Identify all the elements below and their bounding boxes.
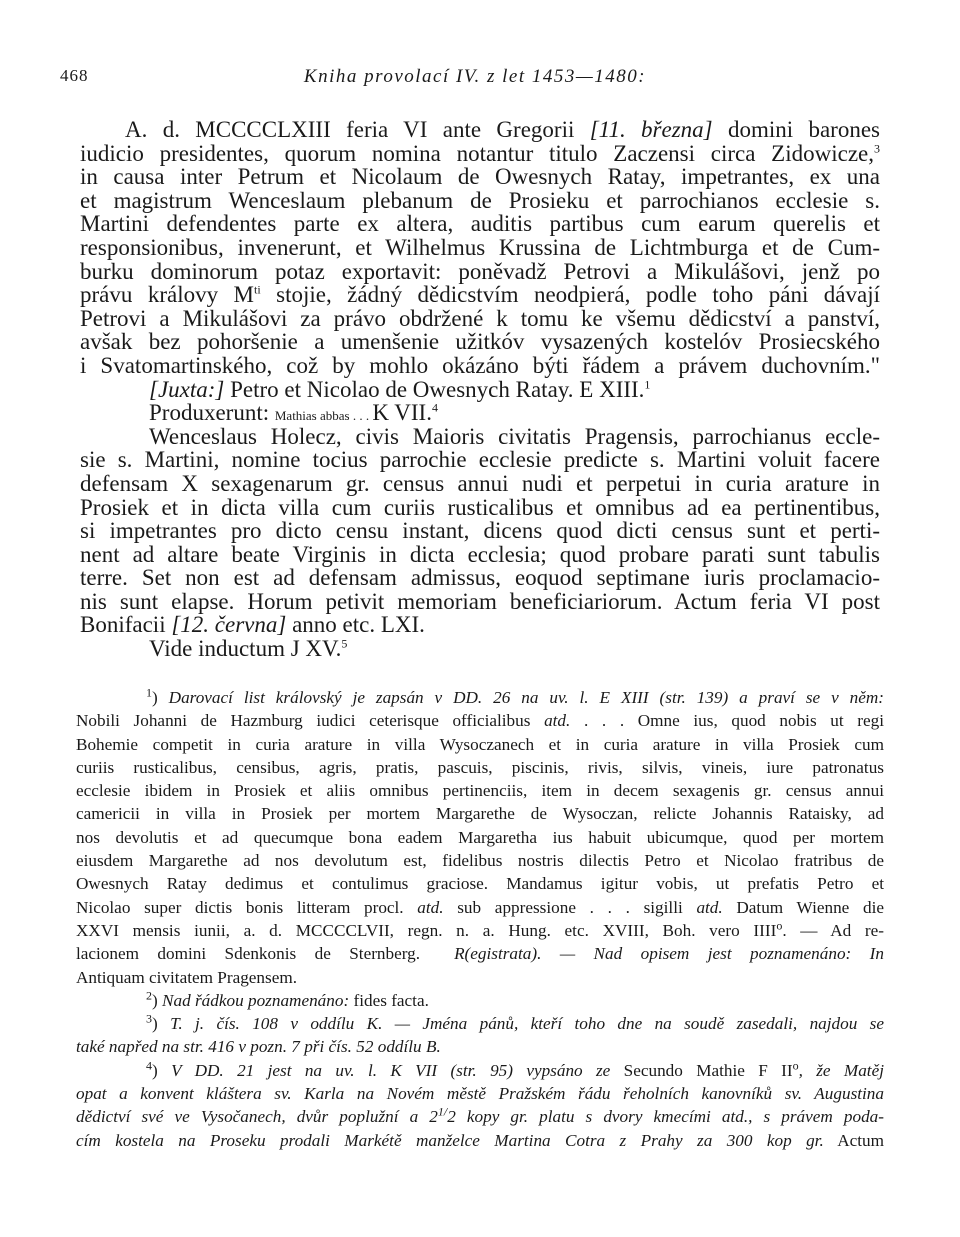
footnotes bbox=[76, 686, 884, 1152]
text-line: iudicio presidentes, quorum nomina notantur titulo Zaczensi circa Zidowicze,$^3$ bbox=[80, 140, 880, 166]
footnote-line: lacionem domini Sdenkonis de Sternberg. R(egistrata). — Nad opisem jest poznamenáno: In bbox=[76, 944, 885, 964]
footnote-line: Bohemie competit in curia arature in villa Wysoczanech et in curia arature in villa Prosiek cum bbox=[76, 734, 884, 754]
footnote-line: eiusdem Margarethe ad nos devolutum est, fidelibus nostris dilectis Petro et Nicolao fratribus de bbox=[76, 851, 884, 871]
footnote-line: také napřed na str. 416 v pozn. 7 při čís. 52 oddílu B. bbox=[76, 1037, 441, 1057]
running-title: Kniha provolací IV. z let 1453—1480: bbox=[303, 66, 647, 87]
text-line: Bonifacii [12. června] anno etc. LXI. bbox=[80, 612, 425, 638]
footnote-line: opat a konvent kláštera sv. Karla na Novém městě Pražském řádu řeholních kanovníků sv. Augustina bbox=[76, 1084, 884, 1104]
text-line: burku dominorum potaz exportavit: poněvadž Petrovi a Mikulášovi, jenž po bbox=[80, 258, 880, 284]
text-line: sie s. Martini, nomine tocius parrochie ecclesie predicte s. Martini voluit facere bbox=[80, 447, 880, 473]
text-line: terre. Set non est ad defensam admissus, eoquod septimane iuris proclamacio- bbox=[80, 565, 880, 591]
footnote-line: XXVI mensis iunii, a. d. MCCCCLVII, regn. n. a. Hung. etc. XVIII, Boh. vero IIII$^o$. — Ad re- bbox=[76, 918, 884, 940]
footnote-line: nos devolutis et ad quecumque bona eadem Margaretha ius habuit ubicumque, quod per mortem bbox=[76, 827, 884, 847]
text-line: právu královy $M^{ti}$ stojie, žádný dědicstvím neodpierá, podle toho páni dávají bbox=[80, 282, 880, 308]
text-line: Petrovi a Mikulášovi za právo obdržené k tomu ke všemu dědicství a panství, bbox=[80, 305, 880, 331]
text-line: A. d. MCCCCLXIII feria VI ante Gregorii [11. března] domini barones bbox=[125, 117, 881, 142]
main-text bbox=[80, 118, 880, 661]
text-line: i Svatomartinského, což by mohlo okázáno býti řádem a právem duchovním." bbox=[80, 352, 880, 378]
footnote-line: cím kostela na Proseku prodali Markétě manželce Martina Cotra z Prahy za 300 kop gr. Actum bbox=[76, 1130, 884, 1150]
text-line: in causa inter Petrum et Nicolaum de Owesnych Ratay, impetrantes, ex una bbox=[80, 164, 880, 190]
footnote-line: camericii in villa in Prosiek per mortem Margarethe de Wysoczan, relicte Johannis Rataisky, ad bbox=[76, 804, 884, 824]
footnote-line: dědictví své ve Vysočanech, dvůr poplužní a $2^{1/}2$ kopy gr. platu s dvory kmecími atd., s právem poda- bbox=[76, 1104, 884, 1127]
text-line: nis sunt elapse. Horum petivit memoriam beneficiariorum. Actum feria VI post bbox=[80, 588, 880, 614]
text-line: responsionibus, invenerunt, et Wilhelmus Krussina de Lichtmburga et de Cum- bbox=[80, 234, 880, 260]
footnote-line: Nicolao super dictis bonis litteram procl. atd. sub appressione . . . sigilli atd. Datum Wienne die bbox=[76, 897, 884, 917]
text-line: Wenceslaus Holecz, civis Maioris civitatis Pragensis, parrochianus eccle- bbox=[149, 423, 880, 449]
page-header bbox=[60, 66, 890, 90]
footnote-line: Nobili Johanni de Hazmburg iudici ceterisque officialibus atd. . . . Omne ius, quod nobis ut regi bbox=[76, 711, 884, 731]
footnote-line: Owesnych Ratay dedimus et contulimus graciose. Mandamus igitur vobis, ut prefatis Petro et bbox=[76, 874, 884, 894]
footnote-line: curiis rusticalibus, censibus, agris, pratis, pascuis, piscinis, rivis, silvis, vineis, iure patronatus bbox=[76, 757, 884, 777]
footnote-line: Antiquam civitatem Pragensem. bbox=[76, 967, 297, 987]
footnote-2: $^2$) Nad řádkou poznamenáno: fides facta. bbox=[146, 988, 429, 1010]
page-number: 468 bbox=[60, 66, 89, 85]
footnote-1: $^1$) Darovací list královský je zapsán v DD. 26 na uv. l. E XIII (str. 139) a praví se v něm: bbox=[146, 685, 885, 707]
text-line: nent ad altare beate Virginis in dicta ecclesia; quod probare parati sunt tabulis bbox=[80, 541, 880, 567]
text-line: si impetrantes pro dicto censu instant, dicens quod dicti census sunt et perti- bbox=[80, 518, 880, 544]
footnote-4: $^4$) V DD. 21 jest na uv. l. K VII (str. 95) vypsáno ze Secundo Mathie F $II^o$, že Matěj bbox=[146, 1058, 884, 1080]
text-line: avšak bez pohoršenie a umenšenie užitkóv vysazených kostelóv Prosiecského bbox=[80, 329, 880, 355]
text-line: Prosiek et in dicta villa cum curiis rusticalibus et omnibus ad ea pertinentibus, bbox=[80, 494, 880, 520]
produxerunt-line: Produxerunt: Mathias abbas . . . K VII.$^4$ bbox=[149, 400, 438, 426]
text-line: et magistrum Wenceslaum plebanum de Prosieku et parrochianos ecclesie s. bbox=[80, 187, 880, 213]
footnote-line: ecclesie ibidem in Prosiek et aliis omnibus pertinenciis, item in decem sexagenis gr. census annui bbox=[76, 781, 884, 801]
juxta-line: [Juxta:] Petro et Nicolao de Owesnych Ratay. E XIII.$^1$ bbox=[149, 376, 651, 402]
text-line: Martini defendentes parte ex altera, auditis partibus cum earum querelis et bbox=[80, 211, 880, 237]
vide-line: Vide inductum J XV.$^5$ bbox=[149, 636, 348, 662]
footnote-3: $^3$) T. j. čís. 108 v oddílu K. — Jména pánů, kteří toho dne na soudě zasedali, najdou se bbox=[146, 1011, 884, 1034]
text-line: defensam X sexagenarum gr. census annui nudi et perpetui in curia arature in bbox=[80, 470, 880, 496]
